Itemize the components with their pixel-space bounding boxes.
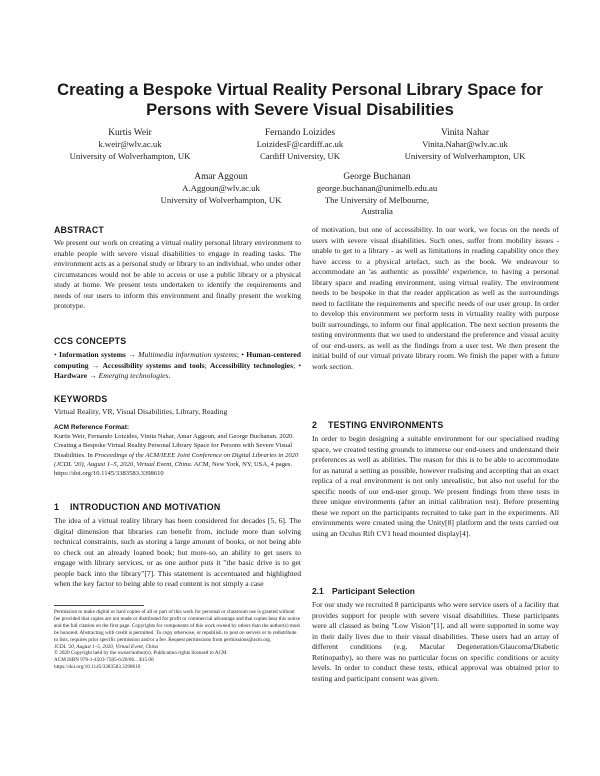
author-block: [302, 172, 452, 217]
author-name: Fernando Loizides: [264, 128, 336, 138]
author-email[interactable]: LoizidesF@cardiff.ac.uk: [256, 139, 344, 150]
ccs-subterm: Emerging technologies: [98, 371, 169, 380]
intro-paragraph: The idea of a virtual reality library has been considered for decades [5, 6]. The digital dimension that libraries can benefit from, include more than solving technical constraints, such as storing a large amount of books, or not being able to check out an already loaned book; but more-so, an ability to get users to engage with library services, or as one author puts it "the basic drive is to get people back into the library"[7]. This statement is accentuated and highlighted when the key factor to being able to read content is not simply a case: [54, 516, 301, 588]
copyright-line: © 2020 Copyright held by the owner/author(s). Publication rights licensed to ACM.: [54, 650, 228, 657]
conference-line: JCDL '20, August 1–5, 2020, Virtual Event, China: [54, 643, 159, 650]
author-name: Amar Aggoun: [194, 172, 248, 182]
abstract-paragraph: We present our work on creating a virtual reality personal library environment to enable people with severe visual disabilities to engage in reading tasks. The environment acts as a personal study or library to an individual, who under other circumstances would not be able to access or use a public library or a physical study at home. We present tests undertaken to identify the requirements and needs of our users to inform this environment and finally present the working prototype.: [54, 238, 301, 310]
body-paragraph: For our study we recruited 8 participants who were service users of a facility that provides support for people with severe visual disabilities. These participants were all classed as being "Low Vision"[1], and all were supported in some way in their daily lives due to their visual disabilities. These users had an array of different conditions (e.g. Macular Degeneration/Glaucoma/Diabetic Retinopathy), so there was no particular focus on specific conditions or acuity levels. In order to conduct these tests, ethical approval was obtained prior to testing and participant consent was given.: [312, 600, 559, 683]
abstract-body: [54, 238, 301, 312]
doi-link[interactable]: https://doi.org/10.1145/3383583.3398610: [54, 664, 141, 671]
subsection-heading-participants: 2.1 Participant Selection: [312, 586, 415, 596]
author-affiliation-country: Australia: [361, 205, 393, 216]
section-heading-testing: 2 TESTING ENVIRONMENTS: [312, 420, 444, 430]
section-heading-abstract: ABSTRACT: [54, 225, 104, 235]
ccs-term: Information systems: [59, 350, 126, 359]
author-affiliation: University of Wolverhampton, UK: [160, 194, 282, 205]
author-name: George Buchanan: [343, 172, 411, 182]
author-affiliation: The University of Melbourne,: [324, 194, 430, 205]
reference-text: Kurtis Weir, Fernando Loizides, Vinita Nahar, Amar Aggoun, and George Buchanan. 2020. Creating a Bespoke Virtual Reality Personal Library Space for Persons with Severe Visual Disabilities. In Proceedings of the ACM/IEEE Joint Conference on Digital Libraries in 2020 (JCDL '20), August 1–5, 2020, Virtual Event, China. ACM, New York, NY, USA, 4 pages. https://doi.org/10.1145/3383583.3398610: [54, 433, 299, 478]
ccs-term: Human-centered computing: [54, 350, 301, 370]
paper-title: Creating a Bespoke Virtual Reality Personal Library Space for Persons with Severe Visual Disabilities: [57, 80, 543, 119]
author-affiliation: University of Wolverhampton, UK: [404, 150, 526, 161]
ccs-term: Hardware: [54, 371, 88, 380]
intro-body: [54, 516, 301, 590]
author-block: [390, 128, 540, 162]
author-name: Vinita Nahar: [440, 128, 490, 138]
body-paragraph: of motivation, but one of accessibility. In our work, we focus on the needs of users with severe visual disabilities. Such ones, suffer from mobility issues - unable to get to a library - as well as limitations in reading capability once they have access to a physical artefact, such as the book. We endeavour to accommodate an 'as authentic as possible' experience, to having a personal library space and reading environment, using virtual reality. The environment needs to be bespoke in that the reader application as well as the surroundings need to facilitate the requirements and specific needs of our user group. In order to develop this environment we perform tests in virtuality reality with purpose built surroundings, to inform our final application. The next section presents the testing environments that we used to understand the preference and visual acuity of our end-users, as well as the findings from a user test. We then present the initial build of our virtual private library room. We finish the paper with a future work section.: [312, 225, 559, 371]
author-email[interactable]: A.Aggoun@wlv.ac.uk: [182, 183, 260, 194]
acm-reference-format: [54, 423, 301, 478]
ccs-concepts: • Information systems → Multimedia information systems; • Human-centered computing → Accessibility systems and tools; Accessibility technologies; • Hardware → Emerging technologies.: [54, 350, 301, 380]
ccs-subterm: Accessibility systems and tools: [102, 360, 205, 370]
author-block: [148, 172, 294, 206]
testing-body: [312, 434, 559, 539]
reference-heading: ACM Reference Format:: [54, 424, 130, 431]
section-heading-intro: 1 INTRODUCTION AND MOTIVATION: [54, 502, 221, 512]
motivation-continued: [312, 225, 559, 372]
keywords-list: Virtual Reality, VR, Visual Disabilities, Library, Reading: [54, 407, 228, 416]
author-affiliation: Cardiff University, UK: [259, 150, 341, 161]
body-paragraph: In order to begin designing a suitable environment for our specialised reading space, we created testing grounds to immerse our end-users and understand their preferences as well as abilities. The reason for this is to be able to accommodate for as natural a setting as possible, however realising and accepting that an exact replica of a real environment is not only unrealistic, but also not useful for the specific needs of our end-user group. We present findings from three tests in three unique environments (after an initial calibration test). Before presenting these we report on the participants recruited to take part in the experiments. All environments were created using the Unity[8] platform and the tests carried out using an Oculus Rift CV1 head mounted display[4].: [312, 434, 559, 538]
participants-body: [312, 600, 559, 684]
isbn-line: ACM ISBN 978-1-4503-7585-6/20/06... $15.00: [54, 657, 154, 664]
ccs-term: Accessibility technologies: [209, 360, 294, 370]
author-email[interactable]: k.weir@wlv.ac.uk: [98, 139, 162, 150]
permission-notice: Permission to make digital or hard copies of all or part of this work for personal or classroom use is granted without fee provided that copies are not made or distributed for profit or commercial advantage and that copies bear this notice and the full citation on the first page. Copyrights for components of this work owned by others than the author(s) must be honored. Abstracting with credit is permitted. To copy otherwise, or republish, to post on servers or to redistribute to lists, requires prior specific permission and/or a fee. Request permissions from permissions@acm.org.: [54, 609, 301, 643]
footnote-divider: [54, 605, 144, 606]
author-email[interactable]: Vinita.Nahar@wlv.ac.uk: [422, 139, 508, 150]
author-block: [230, 128, 370, 162]
ccs-subterm: Multimedia information systems: [138, 350, 237, 359]
section-heading-ccs: CCS CONCEPTS: [54, 336, 127, 346]
author-block: [60, 128, 200, 162]
author-name: Kurtis Weir: [108, 128, 152, 138]
section-heading-keywords: KEYWORDS: [54, 394, 108, 404]
copyright-footnote: [54, 609, 301, 671]
author-email[interactable]: george.buchanan@unimelb.edu.au: [316, 183, 438, 194]
author-affiliation: University of Wolverhampton, UK: [69, 150, 191, 161]
